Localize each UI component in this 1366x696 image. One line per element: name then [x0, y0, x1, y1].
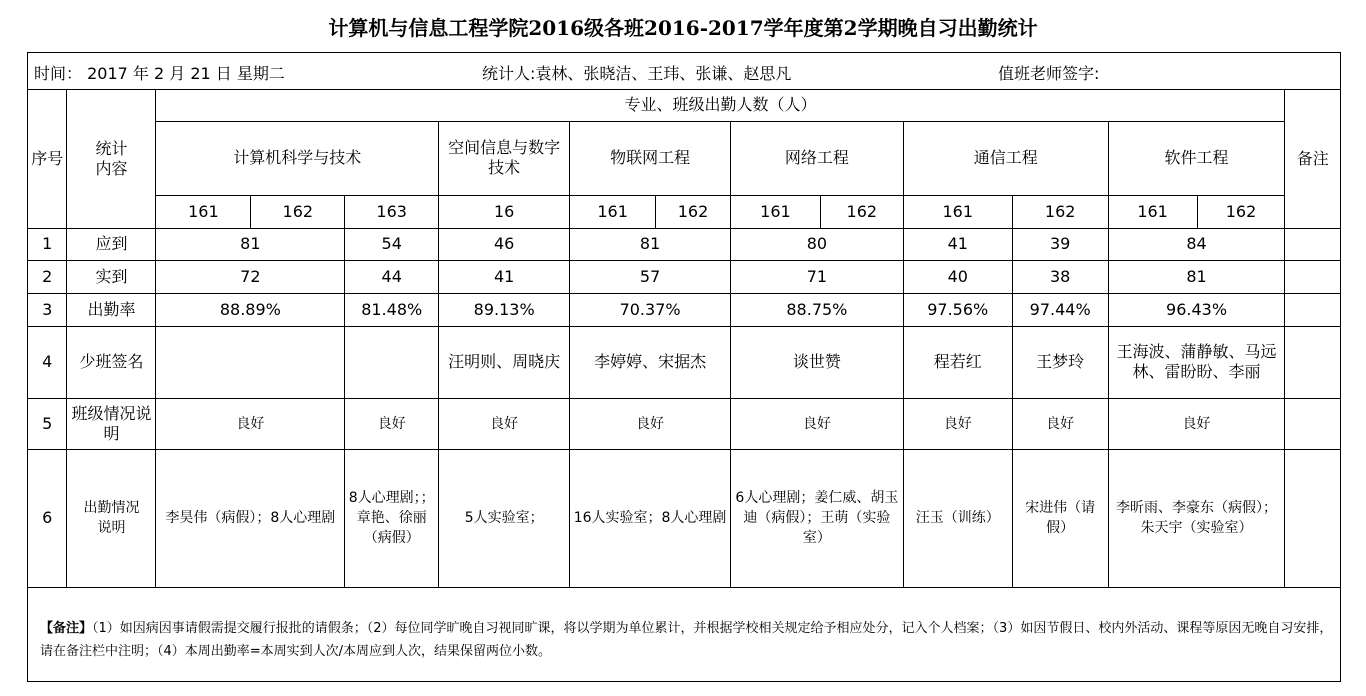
data-cell: 80 [730, 228, 903, 260]
data-cell: 5人实验室； [439, 449, 570, 587]
row-label: 班级情况说明 [67, 398, 156, 449]
data-cell: 李昕雨、李豪东（病假）；朱天宇（实验室） [1108, 449, 1285, 587]
footnote [40, 617, 1338, 663]
row-seq: 5 [28, 398, 67, 449]
major-iot: 物联网工程 [570, 121, 731, 195]
class-header: 163 [345, 195, 439, 228]
content-header: 统计内容 [67, 90, 156, 228]
major-network: 网络工程 [730, 121, 903, 195]
page-title: 计算机与信息工程学院2016级各班2016-2017学年度第2学期晚自习出勤统计 [328, 16, 1038, 40]
date-field: 时间： 2017 年 2 月 21 日 星期二 [34, 64, 285, 83]
remark-cell [1285, 260, 1340, 293]
data-cell: 72 [156, 260, 345, 293]
remark-cell [1285, 293, 1340, 326]
data-cell: 71 [730, 260, 903, 293]
row-seq: 1 [28, 228, 67, 260]
class-header: 161 [730, 195, 820, 228]
remark-cell [1285, 228, 1340, 260]
data-cell [156, 326, 345, 398]
teacher-sign-field: 值班老师签字: [998, 64, 1100, 83]
class-header: 162 [820, 195, 903, 228]
data-cell: 38 [1012, 260, 1108, 293]
class-header: 16 [439, 195, 570, 228]
info-row [28, 53, 1340, 90]
data-cell: 96.43% [1108, 293, 1285, 326]
data-cell: 良好 [156, 398, 345, 449]
table-row [28, 293, 1340, 326]
data-cell: 程若红 [903, 326, 1012, 398]
data-cell: 89.13% [439, 293, 570, 326]
attendance-sheet [27, 52, 1341, 682]
data-cell: 王海波、蒲静敏、马远林、雷盼盼、李丽 [1108, 326, 1285, 398]
class-header: 162 [1012, 195, 1108, 228]
data-cell: 81 [156, 228, 345, 260]
data-cell: 44 [345, 260, 439, 293]
remark-cell [1285, 398, 1340, 449]
remark-cell [1285, 326, 1340, 398]
data-cell: 良好 [903, 398, 1012, 449]
data-cell: 良好 [1108, 398, 1285, 449]
header-row-classes [28, 195, 1340, 228]
data-cell: 46 [439, 228, 570, 260]
data-cell: 97.56% [903, 293, 1012, 326]
seq-header: 序号 [28, 90, 67, 228]
data-cell: 良好 [439, 398, 570, 449]
data-cell: 良好 [570, 398, 731, 449]
row-label: 出勤率 [67, 293, 156, 326]
row-label: 少班签名 [67, 326, 156, 398]
class-header: 161 [903, 195, 1012, 228]
data-cell: 40 [903, 260, 1012, 293]
data-cell: 39 [1012, 228, 1108, 260]
row-seq: 2 [28, 260, 67, 293]
header-row-1 [28, 90, 1340, 121]
data-cell: 41 [439, 260, 570, 293]
data-cell: 汪明则、周晓庆 [439, 326, 570, 398]
data-cell: 41 [903, 228, 1012, 260]
data-cell: 6人心理剧；姜仁威、胡玉迪（病假）；王萌（实验室） [730, 449, 903, 587]
header-row-majors [28, 121, 1340, 195]
major-comm: 通信工程 [903, 121, 1108, 195]
table-row [28, 398, 1340, 449]
class-header: 161 [156, 195, 251, 228]
attendance-table [28, 90, 1340, 588]
data-cell: 良好 [345, 398, 439, 449]
data-cell: 8人心理剧；；章艳、徐丽（病假） [345, 449, 439, 587]
data-cell: 81.48% [345, 293, 439, 326]
table-row [28, 228, 1340, 260]
data-cell: 54 [345, 228, 439, 260]
data-cell: 李婷婷、宋据杰 [570, 326, 731, 398]
data-cell: 良好 [1012, 398, 1108, 449]
footnote-label: 【备注】 [40, 621, 93, 636]
data-cell: 84 [1108, 228, 1285, 260]
data-cell: 李昊伟（病假）；8人心理剧 [156, 449, 345, 587]
data-cell: 宋进伟（请假） [1012, 449, 1108, 587]
row-seq: 4 [28, 326, 67, 398]
data-cell: 良好 [730, 398, 903, 449]
table-row [28, 260, 1340, 293]
row-seq: 6 [28, 449, 67, 587]
row-seq: 3 [28, 293, 67, 326]
data-cell: 81 [570, 228, 731, 260]
table-row [28, 449, 1340, 587]
data-cell [345, 326, 439, 398]
class-header: 162 [1197, 195, 1285, 228]
counter-field: 统计人:袁林、张晓洁、王玮、张谦、赵思凡 [482, 64, 792, 83]
major-cs: 计算机科学与技术 [156, 121, 439, 195]
data-cell: 谈世赞 [730, 326, 903, 398]
row-label: 出勤情况说明 [67, 449, 156, 587]
class-header: 162 [656, 195, 731, 228]
data-cell: 88.75% [730, 293, 903, 326]
table-row [28, 326, 1340, 398]
class-header: 162 [251, 195, 345, 228]
remark-header: 备注 [1285, 90, 1340, 228]
class-header: 161 [1108, 195, 1197, 228]
data-cell: 88.89% [156, 293, 345, 326]
data-cell: 97.44% [1012, 293, 1108, 326]
data-cell: 汪玉（训练） [903, 449, 1012, 587]
major-software: 软件工程 [1108, 121, 1285, 195]
row-label: 实到 [67, 260, 156, 293]
data-cell: 70.37% [570, 293, 731, 326]
data-cell: 57 [570, 260, 731, 293]
major-spatial: 空间信息与数字技术 [439, 121, 570, 195]
row-label: 应到 [67, 228, 156, 260]
data-cell: 81 [1108, 260, 1285, 293]
data-cell: 16人实验室；8人心理剧 [570, 449, 731, 587]
footnote-text: （1）如因病因事请假需提交履行报批的请假条；（2）每位同学旷晚自习视同旷课，将以学期为单位累计，并根据学校相关规定给予相应处分，记入个人档案；（3）如因节假日、校内外活动、课程等原因无晚自习安排，请在备注栏中注明；（4）本周出勤率=本周实到人次/本周应到人次，结果保留两位小数。 [40, 621, 1333, 659]
remark-cell [1285, 449, 1340, 587]
class-header: 161 [570, 195, 656, 228]
group-header: 专业、班级出勤人数（人） [156, 90, 1285, 121]
data-cell: 王梦玲 [1012, 326, 1108, 398]
